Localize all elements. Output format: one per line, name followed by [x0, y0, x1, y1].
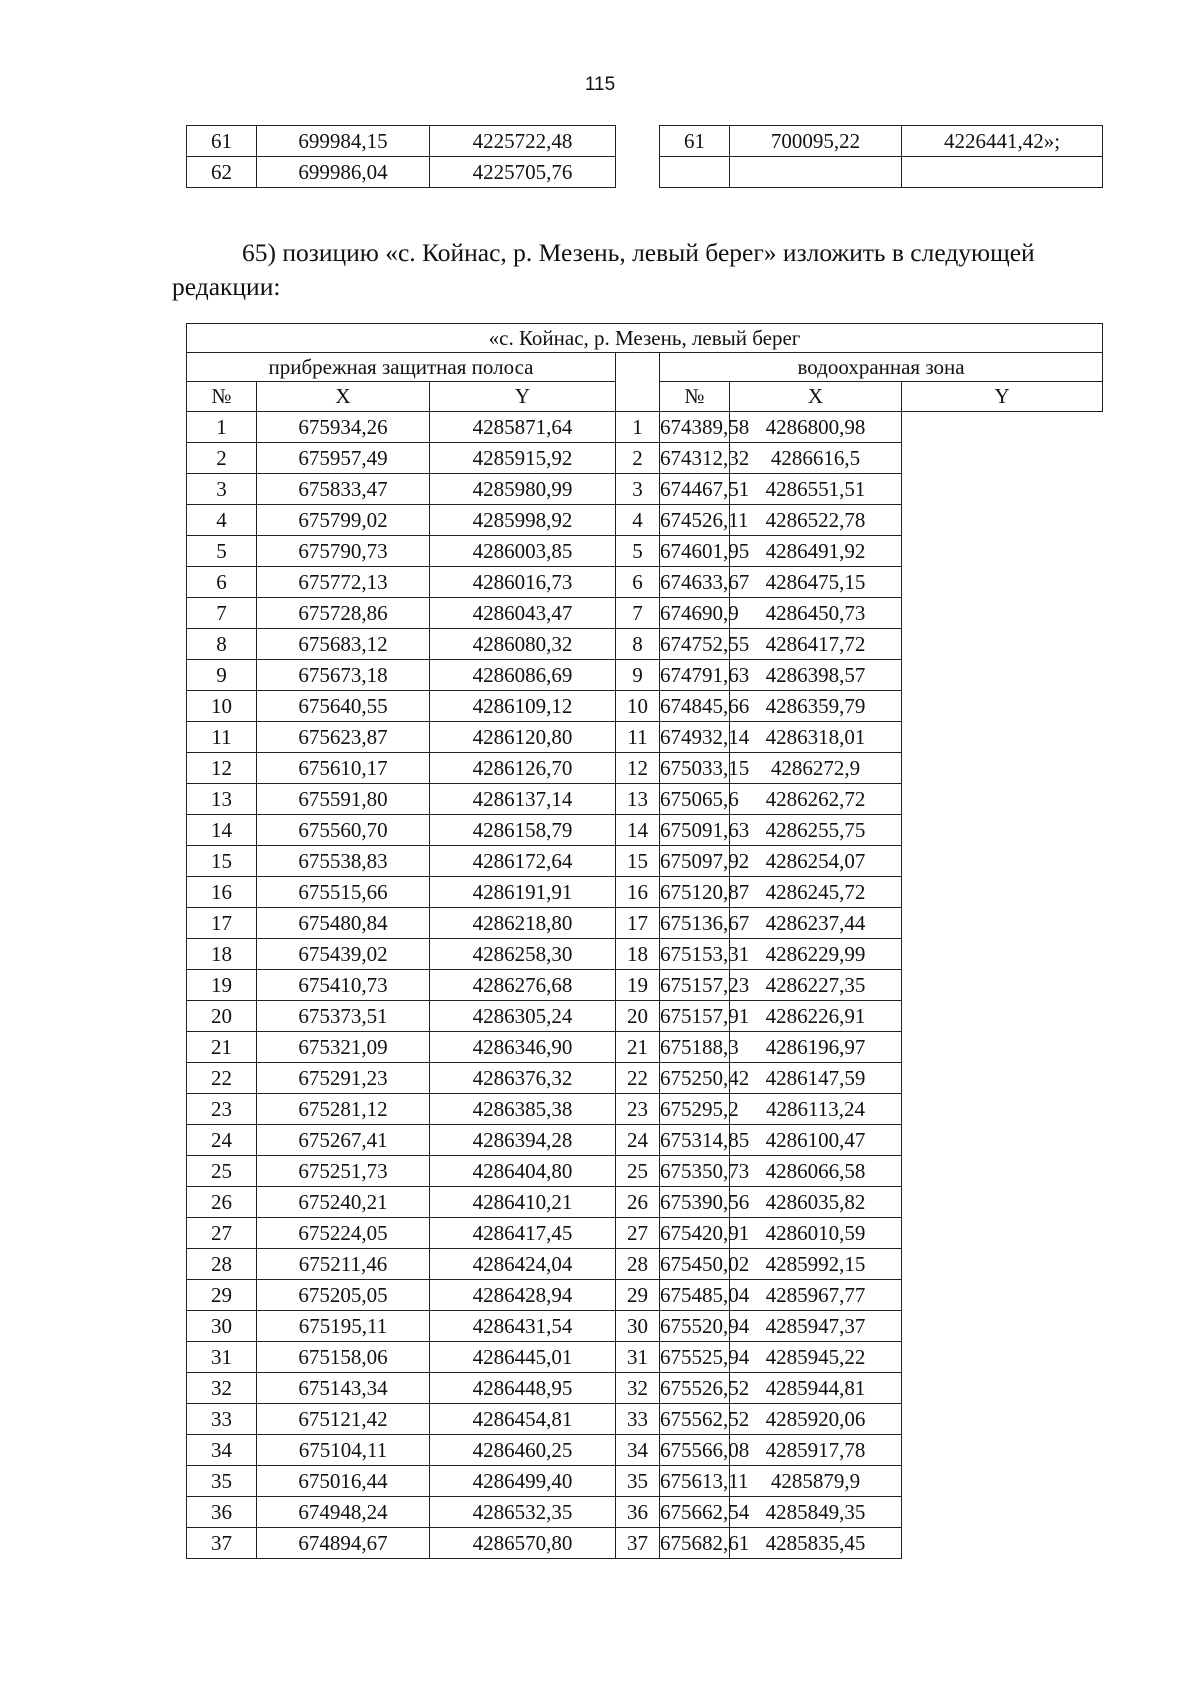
table-row [187, 939, 1103, 970]
table-row [187, 1497, 1103, 1528]
x-coordinate: 674389,58 [660, 412, 730, 443]
y-coordinate: 4286448,95 [430, 1373, 616, 1404]
point-number: 6 [616, 567, 660, 598]
point-number: 11 [187, 722, 257, 753]
point-number [660, 157, 730, 188]
x-coordinate: 674894,67 [257, 1528, 430, 1559]
point-number: 24 [616, 1125, 660, 1156]
point-number: 3 [187, 474, 257, 505]
x-coordinate: 675526,52 [660, 1373, 730, 1404]
x-coordinate: 674526,11 [660, 505, 730, 536]
point-number: 33 [187, 1404, 257, 1435]
x-coordinate: 675450,02 [660, 1249, 730, 1280]
table-row [187, 126, 1103, 157]
y-coordinate: 4286196,97 [730, 1032, 902, 1063]
point-number: 35 [187, 1466, 257, 1497]
point-number: 9 [616, 660, 660, 691]
point-number: 19 [616, 970, 660, 1001]
y-coordinate: 4286003,85 [430, 536, 616, 567]
y-coordinate: 4286305,24 [430, 1001, 616, 1032]
y-coordinate: 4286417,72 [730, 629, 902, 660]
column-gap [616, 157, 660, 188]
x-coordinate: 675091,63 [660, 815, 730, 846]
y-coordinate: 4285915,92 [430, 443, 616, 474]
x-coordinate: 674948,24 [257, 1497, 430, 1528]
number-header: № [660, 382, 730, 412]
table-row [187, 629, 1103, 660]
y-coordinate: 4286262,72 [730, 784, 902, 815]
table-row [187, 1156, 1103, 1187]
x-coordinate: 675373,51 [257, 1001, 430, 1032]
point-number: 61 [660, 126, 730, 157]
y-coordinate: 4286113,24 [730, 1094, 902, 1125]
point-number: 16 [187, 877, 257, 908]
x-coordinate: 675205,05 [257, 1280, 430, 1311]
table-row [187, 660, 1103, 691]
y-coordinate: 4285998,92 [430, 505, 616, 536]
x-coordinate: 675158,06 [257, 1342, 430, 1373]
point-number: 5 [616, 536, 660, 567]
point-number: 15 [616, 846, 660, 877]
table-row [187, 877, 1103, 908]
point-number: 37 [187, 1528, 257, 1559]
y-coordinate: 4286035,82 [730, 1187, 902, 1218]
table-row [187, 1032, 1103, 1063]
point-number: 7 [187, 598, 257, 629]
x-coordinate: 699986,04 [257, 157, 430, 188]
y-coordinate: 4225705,76 [430, 157, 616, 188]
point-number: 62 [187, 157, 257, 188]
point-number: 20 [187, 1001, 257, 1032]
table-row [187, 598, 1103, 629]
y-coordinate: 4286475,15 [730, 567, 902, 598]
y-coordinate: 4286398,57 [730, 660, 902, 691]
y-coordinate: 4286404,80 [430, 1156, 616, 1187]
x-coordinate: 675033,15 [660, 753, 730, 784]
x-coordinate: 674752,55 [660, 629, 730, 660]
x-coordinate: 675560,70 [257, 815, 430, 846]
point-number: 34 [187, 1435, 257, 1466]
page-number: 115 [584, 74, 616, 95]
x-coordinate: 675728,86 [257, 598, 430, 629]
point-number: 31 [187, 1342, 257, 1373]
point-number: 14 [616, 815, 660, 846]
x-coordinate: 675833,47 [257, 474, 430, 505]
table-row [187, 505, 1103, 536]
y-coordinate: 4286066,58 [730, 1156, 902, 1187]
column-gap [616, 126, 660, 157]
x-coordinate: 675613,11 [660, 1466, 730, 1497]
x-coordinate: 675562,52 [660, 1404, 730, 1435]
y-coordinate: 4286431,54 [430, 1311, 616, 1342]
y-coordinate: 4286499,40 [430, 1466, 616, 1497]
x-coordinate: 675314,85 [660, 1125, 730, 1156]
point-number: 7 [616, 598, 660, 629]
x-coordinate: 675267,41 [257, 1125, 430, 1156]
point-number: 20 [616, 1001, 660, 1032]
x-coordinate: 699984,15 [257, 126, 430, 157]
y-coordinate: 4286376,32 [430, 1063, 616, 1094]
point-number: 3 [616, 474, 660, 505]
x-coordinate: 675623,87 [257, 722, 430, 753]
x-coordinate: 675251,73 [257, 1156, 430, 1187]
y-coordinate: 4286800,98 [730, 412, 902, 443]
x-coordinate: 675143,34 [257, 1373, 430, 1404]
y-coordinate: 4226441,42»; [902, 126, 1103, 157]
water-protection-zone-header: водоохранная зона [660, 353, 1103, 382]
y-coordinate: 4286359,79 [730, 691, 902, 722]
x-coordinate: 675281,12 [257, 1094, 430, 1125]
y-coordinate: 4285967,77 [730, 1280, 902, 1311]
table-row [187, 1404, 1103, 1435]
top-coordinates-table [186, 125, 1103, 188]
point-number: 34 [616, 1435, 660, 1466]
point-number: 15 [187, 846, 257, 877]
y-coordinate: 4286522,78 [730, 505, 902, 536]
y-coordinate: 4286080,32 [430, 629, 616, 660]
x-coordinate: 674845,66 [660, 691, 730, 722]
point-number: 29 [187, 1280, 257, 1311]
table-row [187, 1528, 1103, 1559]
table-row [187, 815, 1103, 846]
table-row [187, 1094, 1103, 1125]
point-number: 32 [187, 1373, 257, 1404]
x-coordinate: 674932,14 [660, 722, 730, 753]
y-coordinate: 4286237,44 [730, 908, 902, 939]
y-coordinate: 4286254,07 [730, 846, 902, 877]
y-coordinate: 4286491,92 [730, 536, 902, 567]
x-coordinate: 675538,83 [257, 846, 430, 877]
y-coordinate [902, 157, 1103, 188]
table-row [187, 1001, 1103, 1032]
x-coordinate: 675136,67 [660, 908, 730, 939]
y-coordinate: 4286258,30 [430, 939, 616, 970]
coastal-strip-header: прибрежная защитная полоса [187, 353, 616, 382]
y-coordinate: 4286417,45 [430, 1218, 616, 1249]
y-coordinate: 4286191,91 [430, 877, 616, 908]
y-coordinate: 4225722,48 [430, 126, 616, 157]
y-coordinate: 4286147,59 [730, 1063, 902, 1094]
point-number: 26 [616, 1187, 660, 1218]
table-row [187, 474, 1103, 505]
x-coordinate: 675420,91 [660, 1218, 730, 1249]
point-number: 36 [616, 1497, 660, 1528]
x-coordinate: 675790,73 [257, 536, 430, 567]
y-coordinate: 4286226,91 [730, 1001, 902, 1032]
x-coordinate: 675188,3 [660, 1032, 730, 1063]
y-coordinate: 4286272,9 [730, 753, 902, 784]
point-number: 1 [187, 412, 257, 443]
y-coordinate: 4286120,80 [430, 722, 616, 753]
y-coordinate: 4286385,38 [430, 1094, 616, 1125]
koinas-coordinates-table [186, 323, 1103, 1559]
table-row [187, 1311, 1103, 1342]
table-row [187, 1063, 1103, 1094]
x-header: X [730, 382, 902, 412]
point-number: 12 [616, 753, 660, 784]
y-coordinate: 4286410,21 [430, 1187, 616, 1218]
x-coordinate: 675485,04 [660, 1280, 730, 1311]
x-coordinate: 675240,21 [257, 1187, 430, 1218]
table-row [187, 157, 1103, 188]
point-number: 31 [616, 1342, 660, 1373]
y-coordinate: 4285871,64 [430, 412, 616, 443]
point-number: 22 [616, 1063, 660, 1094]
y-header: Y [902, 382, 1103, 412]
table-row [187, 1342, 1103, 1373]
point-number: 14 [187, 815, 257, 846]
table-title: «с. Койнас, р. Мезень, левый берег [187, 324, 1103, 353]
y-coordinate: 4286172,64 [430, 846, 616, 877]
point-number: 27 [616, 1218, 660, 1249]
point-number: 18 [616, 939, 660, 970]
y-coordinate: 4286450,73 [730, 598, 902, 629]
point-number: 24 [187, 1125, 257, 1156]
x-coordinate: 675016,44 [257, 1466, 430, 1497]
point-number: 28 [616, 1249, 660, 1280]
table-row [187, 753, 1103, 784]
point-number: 27 [187, 1218, 257, 1249]
point-number: 6 [187, 567, 257, 598]
point-number: 9 [187, 660, 257, 691]
table-row [187, 536, 1103, 567]
table-row [187, 1280, 1103, 1311]
y-coordinate: 4286428,94 [430, 1280, 616, 1311]
y-coordinate: 4286551,51 [730, 474, 902, 505]
y-coordinate: 4286532,35 [430, 1497, 616, 1528]
x-coordinate: 675683,12 [257, 629, 430, 660]
y-coordinate: 4286255,75 [730, 815, 902, 846]
point-number: 12 [187, 753, 257, 784]
point-number: 2 [616, 443, 660, 474]
table-row [187, 784, 1103, 815]
point-number: 10 [187, 691, 257, 722]
y-coordinate: 4286100,47 [730, 1125, 902, 1156]
x-coordinate: 675410,73 [257, 970, 430, 1001]
x-coordinate: 675515,66 [257, 877, 430, 908]
x-coordinate: 675566,08 [660, 1435, 730, 1466]
point-number: 19 [187, 970, 257, 1001]
y-coordinate: 4285917,78 [730, 1435, 902, 1466]
x-coordinate: 675520,94 [660, 1311, 730, 1342]
point-number: 18 [187, 939, 257, 970]
y-coordinate: 4285835,45 [730, 1528, 902, 1559]
point-number: 30 [616, 1311, 660, 1342]
x-coordinate: 675195,11 [257, 1311, 430, 1342]
point-number: 23 [187, 1094, 257, 1125]
y-coordinate: 4285944,81 [730, 1373, 902, 1404]
y-coordinate: 4286016,73 [430, 567, 616, 598]
x-coordinate: 675673,18 [257, 660, 430, 691]
table-row [187, 1218, 1103, 1249]
y-coordinate: 4286318,01 [730, 722, 902, 753]
x-coordinate: 674791,63 [660, 660, 730, 691]
point-number: 13 [616, 784, 660, 815]
table-row [187, 722, 1103, 753]
y-coordinate: 4286137,14 [430, 784, 616, 815]
x-coordinate: 674601,95 [660, 536, 730, 567]
y-coordinate: 4285920,06 [730, 1404, 902, 1435]
y-coordinate: 4286227,35 [730, 970, 902, 1001]
y-coordinate: 4286394,28 [430, 1125, 616, 1156]
point-number: 61 [187, 126, 257, 157]
x-coordinate: 675772,13 [257, 567, 430, 598]
x-coordinate: 675157,23 [660, 970, 730, 1001]
y-coordinate: 4286158,79 [430, 815, 616, 846]
x-coordinate: 675157,91 [660, 1001, 730, 1032]
y-coordinate: 4286570,80 [430, 1528, 616, 1559]
point-number: 37 [616, 1528, 660, 1559]
point-number: 28 [187, 1249, 257, 1280]
y-coordinate: 4286616,5 [730, 443, 902, 474]
table-row [187, 1435, 1103, 1466]
y-coordinate: 4286445,01 [430, 1342, 616, 1373]
point-number: 29 [616, 1280, 660, 1311]
y-coordinate: 4286218,80 [430, 908, 616, 939]
table-row [187, 908, 1103, 939]
y-coordinate: 4286424,04 [430, 1249, 616, 1280]
point-number: 17 [616, 908, 660, 939]
point-number: 21 [616, 1032, 660, 1063]
y-coordinate: 4285947,37 [730, 1311, 902, 1342]
x-coordinate: 675250,42 [660, 1063, 730, 1094]
y-coordinate: 4286010,59 [730, 1218, 902, 1249]
y-coordinate: 4286276,68 [430, 970, 616, 1001]
x-coordinate: 675525,94 [660, 1342, 730, 1373]
point-number: 33 [616, 1404, 660, 1435]
table-row [187, 1466, 1103, 1497]
table-row [187, 412, 1103, 443]
x-coordinate: 674467,51 [660, 474, 730, 505]
point-number: 26 [187, 1187, 257, 1218]
point-number: 11 [616, 722, 660, 753]
y-coordinate: 4285879,9 [730, 1466, 902, 1497]
x-coordinate: 675957,49 [257, 443, 430, 474]
x-coordinate: 674312,32 [660, 443, 730, 474]
y-coordinate: 4286126,70 [430, 753, 616, 784]
x-header: X [257, 382, 430, 412]
x-coordinate: 675390,56 [660, 1187, 730, 1218]
point-number: 23 [616, 1094, 660, 1125]
table-row [187, 1187, 1103, 1218]
table-row [187, 443, 1103, 474]
point-number: 32 [616, 1373, 660, 1404]
y-coordinate: 4286245,72 [730, 877, 902, 908]
amendment-text: 65) позицию «с. Койнас, р. Мезень, левый берег» изложить в следующей редакции: [172, 238, 1035, 302]
x-coordinate: 675120,87 [660, 877, 730, 908]
point-number: 5 [187, 536, 257, 567]
point-number: 2 [187, 443, 257, 474]
x-coordinate: 675097,92 [660, 846, 730, 877]
x-coordinate: 675295,2 [660, 1094, 730, 1125]
point-number: 22 [187, 1063, 257, 1094]
x-coordinate: 675211,46 [257, 1249, 430, 1280]
table-row [187, 1125, 1103, 1156]
x-coordinate: 675291,23 [257, 1063, 430, 1094]
x-coordinate: 675934,26 [257, 412, 430, 443]
x-coordinate: 675610,17 [257, 753, 430, 784]
point-number: 4 [187, 505, 257, 536]
point-number: 17 [187, 908, 257, 939]
x-coordinate: 675591,80 [257, 784, 430, 815]
y-coordinate: 4285945,22 [730, 1342, 902, 1373]
y-coordinate: 4286109,12 [430, 691, 616, 722]
point-number: 8 [616, 629, 660, 660]
x-coordinate: 675439,02 [257, 939, 430, 970]
x-coordinate: 675224,05 [257, 1218, 430, 1249]
x-coordinate: 675104,11 [257, 1435, 430, 1466]
table-row [187, 846, 1103, 877]
y-coordinate: 4286086,69 [430, 660, 616, 691]
x-coordinate: 675799,02 [257, 505, 430, 536]
point-number: 1 [616, 412, 660, 443]
x-coordinate: 674690,9 [660, 598, 730, 629]
y-coordinate: 4286043,47 [430, 598, 616, 629]
x-coordinate: 675321,09 [257, 1032, 430, 1063]
x-coordinate: 675065,6 [660, 784, 730, 815]
amendment-paragraph [172, 236, 1117, 305]
point-number: 30 [187, 1311, 257, 1342]
y-coordinate: 4286460,25 [430, 1435, 616, 1466]
y-coordinate: 4285980,99 [430, 474, 616, 505]
x-coordinate: 674633,67 [660, 567, 730, 598]
y-coordinate: 4285849,35 [730, 1497, 902, 1528]
x-coordinate: 675350,73 [660, 1156, 730, 1187]
point-number: 13 [187, 784, 257, 815]
point-number: 10 [616, 691, 660, 722]
table-row [187, 1373, 1103, 1404]
x-coordinate: 675640,55 [257, 691, 430, 722]
table-row [187, 1249, 1103, 1280]
y-header: Y [430, 382, 616, 412]
x-coordinate [730, 157, 902, 188]
number-header: № [187, 382, 257, 412]
point-number: 8 [187, 629, 257, 660]
y-coordinate: 4286454,81 [430, 1404, 616, 1435]
point-number: 4 [616, 505, 660, 536]
x-coordinate: 675662,54 [660, 1497, 730, 1528]
y-coordinate: 4286229,99 [730, 939, 902, 970]
x-coordinate: 700095,22 [730, 126, 902, 157]
table-row [187, 970, 1103, 1001]
x-coordinate: 675121,42 [257, 1404, 430, 1435]
point-number: 25 [187, 1156, 257, 1187]
table-row [187, 691, 1103, 722]
y-coordinate: 4286346,90 [430, 1032, 616, 1063]
x-coordinate: 675480,84 [257, 908, 430, 939]
point-number: 25 [616, 1156, 660, 1187]
point-number: 16 [616, 877, 660, 908]
column-gap [616, 353, 660, 412]
x-coordinate: 675682,61 [660, 1528, 730, 1559]
point-number: 35 [616, 1466, 660, 1497]
point-number: 21 [187, 1032, 257, 1063]
point-number: 36 [187, 1497, 257, 1528]
y-coordinate: 4285992,15 [730, 1249, 902, 1280]
table-row [187, 567, 1103, 598]
x-coordinate: 675153,31 [660, 939, 730, 970]
